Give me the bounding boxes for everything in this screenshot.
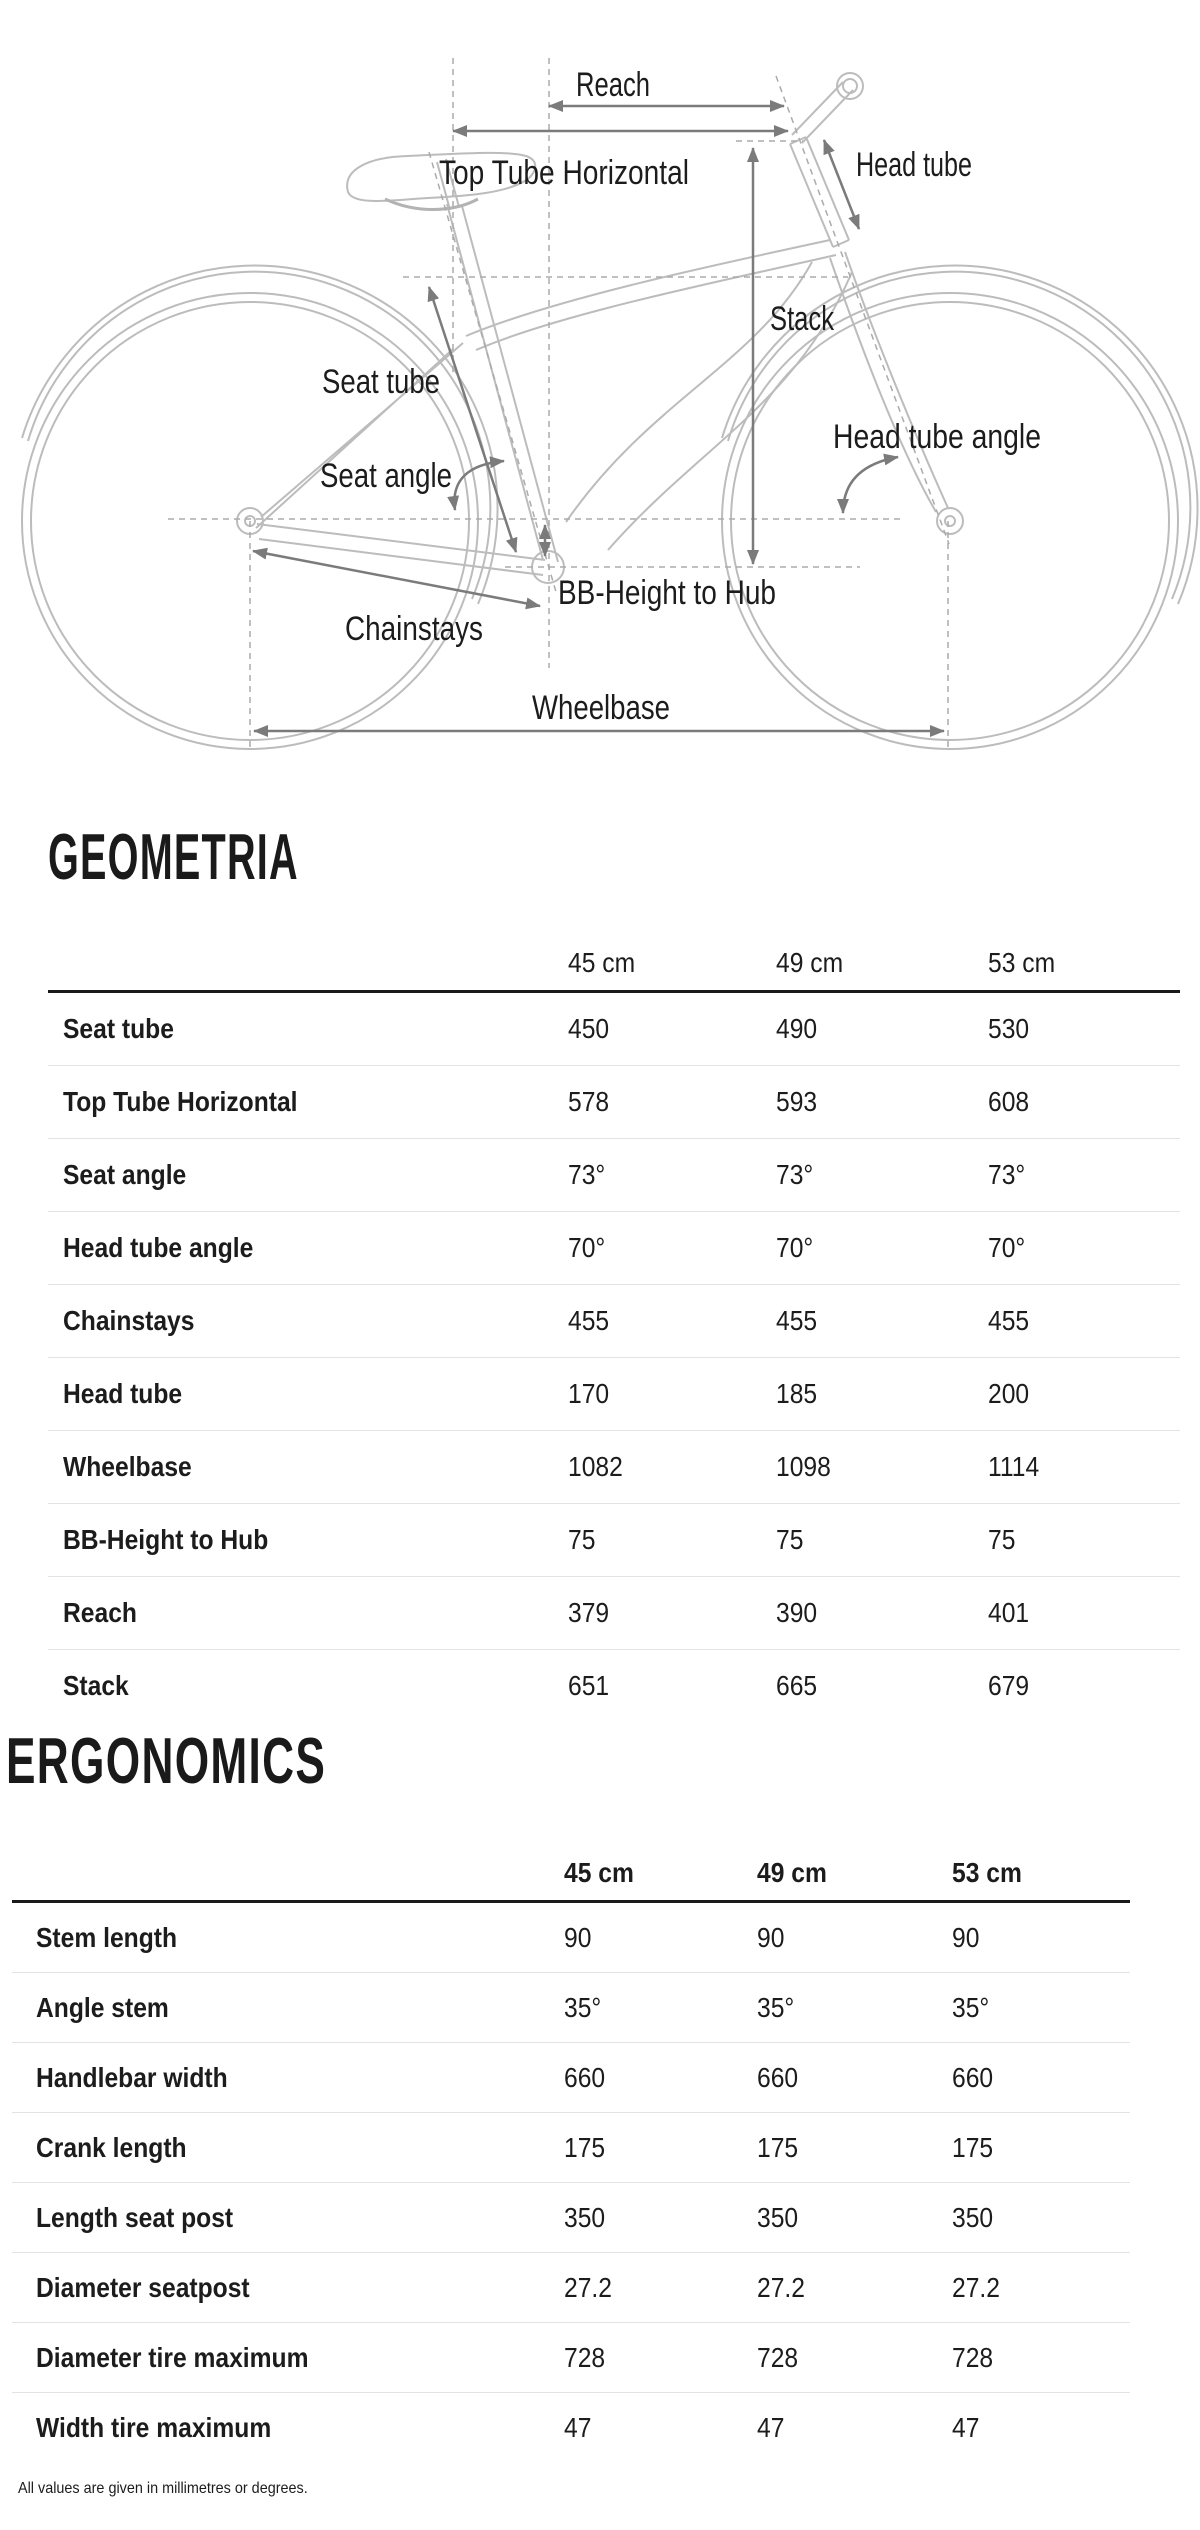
label-stack: Stack — [770, 300, 835, 338]
row-label: Length seat post — [36, 2201, 234, 2233]
table-row — [48, 1139, 1180, 1212]
label-seat-tube: Seat tube — [322, 363, 440, 401]
row-value: 27.2 — [757, 2271, 805, 2303]
label-reach: Reach — [576, 66, 650, 104]
label-head-tube: Head tube — [856, 146, 972, 184]
table-row — [12, 1973, 1130, 2043]
stem — [792, 82, 853, 143]
row-value: 455 — [776, 1305, 818, 1336]
label-bb-height-to-hub: BB-Height to Hub — [558, 574, 776, 612]
row-value: 1082 — [568, 1451, 623, 1482]
geometry-table — [48, 935, 1180, 1722]
row-label: Head tube angle — [63, 1232, 254, 1263]
row-label: Width tire maximum — [36, 2411, 272, 2443]
row-value: 665 — [776, 1670, 818, 1701]
row-value: 73° — [776, 1159, 814, 1190]
chainstays-arrow — [253, 551, 540, 606]
row-value: 35° — [757, 1991, 795, 2023]
row-value: 651 — [568, 1670, 610, 1701]
row-label: Diameter tire maximum — [36, 2341, 309, 2373]
table-row — [48, 1577, 1180, 1650]
row-value: 90 — [757, 1921, 785, 1953]
row-value: 379 — [568, 1597, 610, 1628]
table-row — [12, 1903, 1130, 1973]
row-value: 70° — [776, 1232, 814, 1263]
row-value: 660 — [952, 2061, 994, 2093]
table-row — [48, 1285, 1180, 1358]
chainstay-tube — [257, 524, 545, 575]
table-row — [48, 1358, 1180, 1431]
column-header: 53 cm — [952, 1856, 1022, 1888]
row-value: 90 — [952, 1921, 980, 1953]
row-label: Seat tube — [63, 1013, 174, 1044]
row-value: 578 — [568, 1086, 610, 1117]
row-value: 73° — [568, 1159, 606, 1190]
bike-geometry-diagram — [0, 0, 1200, 800]
row-value: 679 — [988, 1670, 1030, 1701]
row-value: 390 — [776, 1597, 818, 1628]
table-row — [48, 1650, 1180, 1722]
table-row — [48, 1212, 1180, 1285]
front-wheel — [722, 266, 1198, 749]
table-row — [48, 1431, 1180, 1504]
row-value: 350 — [564, 2201, 606, 2233]
table-row — [48, 1066, 1180, 1139]
row-label: Wheelbase — [63, 1451, 192, 1482]
row-value: 175 — [952, 2131, 994, 2163]
row-value: 27.2 — [564, 2271, 612, 2303]
table-row — [48, 993, 1180, 1066]
row-value: 530 — [988, 1013, 1030, 1044]
row-label: Handlebar width — [36, 2061, 228, 2093]
row-label: Chainstays — [63, 1305, 195, 1336]
row-value: 1098 — [776, 1451, 831, 1482]
row-value: 185 — [776, 1378, 818, 1409]
row-value: 175 — [757, 2131, 799, 2163]
geometry-table-header — [48, 935, 1180, 993]
row-value: 27.2 — [952, 2271, 1000, 2303]
row-value: 47 — [952, 2411, 980, 2443]
units-footnote: All values are given in millimetres or degrees. — [18, 2480, 308, 2497]
seat-tube-arrow — [429, 287, 516, 552]
row-value: 73° — [988, 1159, 1026, 1190]
row-value: 490 — [776, 1013, 818, 1044]
row-value: 1114 — [988, 1451, 1040, 1482]
row-value: 75 — [776, 1524, 804, 1555]
row-value: 593 — [776, 1086, 818, 1117]
label-top-tube-horizontal: Top Tube Horizontal — [439, 154, 689, 192]
label-seat-angle: Seat angle — [320, 457, 452, 495]
head-tube-arrow — [824, 140, 859, 229]
column-header: 45 cm — [568, 946, 636, 978]
row-value: 608 — [988, 1086, 1030, 1117]
row-value: 455 — [988, 1305, 1030, 1336]
row-label: Seat angle — [63, 1159, 187, 1190]
row-value: 70° — [568, 1232, 606, 1263]
row-value: 350 — [757, 2201, 799, 2233]
row-value: 35° — [952, 1991, 990, 2023]
row-label: Crank length — [36, 2131, 187, 2163]
diagram-labels — [320, 66, 1041, 727]
row-value: 90 — [564, 1921, 592, 1953]
label-head-tube-angle: Head tube angle — [833, 418, 1041, 456]
row-label: Reach — [63, 1597, 137, 1628]
row-label: Angle stem — [36, 1991, 169, 2023]
label-wheelbase: Wheelbase — [532, 689, 670, 727]
row-value: 170 — [568, 1378, 610, 1409]
table-row — [12, 2183, 1130, 2253]
row-value: 728 — [757, 2341, 799, 2373]
row-label: BB-Height to Hub — [63, 1524, 269, 1555]
table-row — [12, 2393, 1130, 2462]
row-value: 401 — [988, 1597, 1030, 1628]
column-header: 53 cm — [988, 946, 1056, 978]
row-value: 175 — [564, 2131, 606, 2163]
row-value: 728 — [564, 2341, 606, 2373]
head-tube-angle-arc — [843, 457, 898, 513]
row-label: Stack — [63, 1670, 129, 1701]
row-label: Head tube — [63, 1378, 183, 1409]
ergonomics-table-header — [12, 1845, 1130, 1903]
row-label: Top Tube Horizontal — [63, 1086, 298, 1117]
row-value: 200 — [988, 1378, 1030, 1409]
row-value: 660 — [564, 2061, 606, 2093]
row-value: 75 — [988, 1524, 1016, 1555]
row-value: 450 — [568, 1013, 610, 1044]
label-chainstays: Chainstays — [345, 610, 483, 648]
row-value: 70° — [988, 1232, 1026, 1263]
row-value: 35° — [564, 1991, 602, 2023]
row-label: Diameter seatpost — [36, 2271, 250, 2303]
row-value: 47 — [564, 2411, 592, 2443]
table-row — [12, 2253, 1130, 2323]
ergonomics-section-title: ERGONOMICS — [6, 1724, 327, 1797]
row-value: 455 — [568, 1305, 610, 1336]
column-header: 49 cm — [757, 1856, 827, 1888]
row-value: 660 — [757, 2061, 799, 2093]
table-row — [12, 2043, 1130, 2113]
row-value: 75 — [568, 1524, 596, 1555]
table-row — [12, 2323, 1130, 2393]
geometry-section-title: GEOMETRIA — [48, 820, 299, 893]
row-label: Stem length — [36, 1921, 178, 1953]
rear-wheel — [22, 266, 498, 749]
row-value: 350 — [952, 2201, 994, 2233]
table-row — [48, 1504, 1180, 1577]
handlebar-grip — [837, 73, 863, 99]
table-row — [12, 2113, 1130, 2183]
row-value: 728 — [952, 2341, 994, 2373]
column-header: 49 cm — [776, 946, 844, 978]
column-header: 45 cm — [564, 1856, 634, 1888]
row-value: 47 — [757, 2411, 785, 2443]
ergonomics-table — [12, 1845, 1130, 2462]
